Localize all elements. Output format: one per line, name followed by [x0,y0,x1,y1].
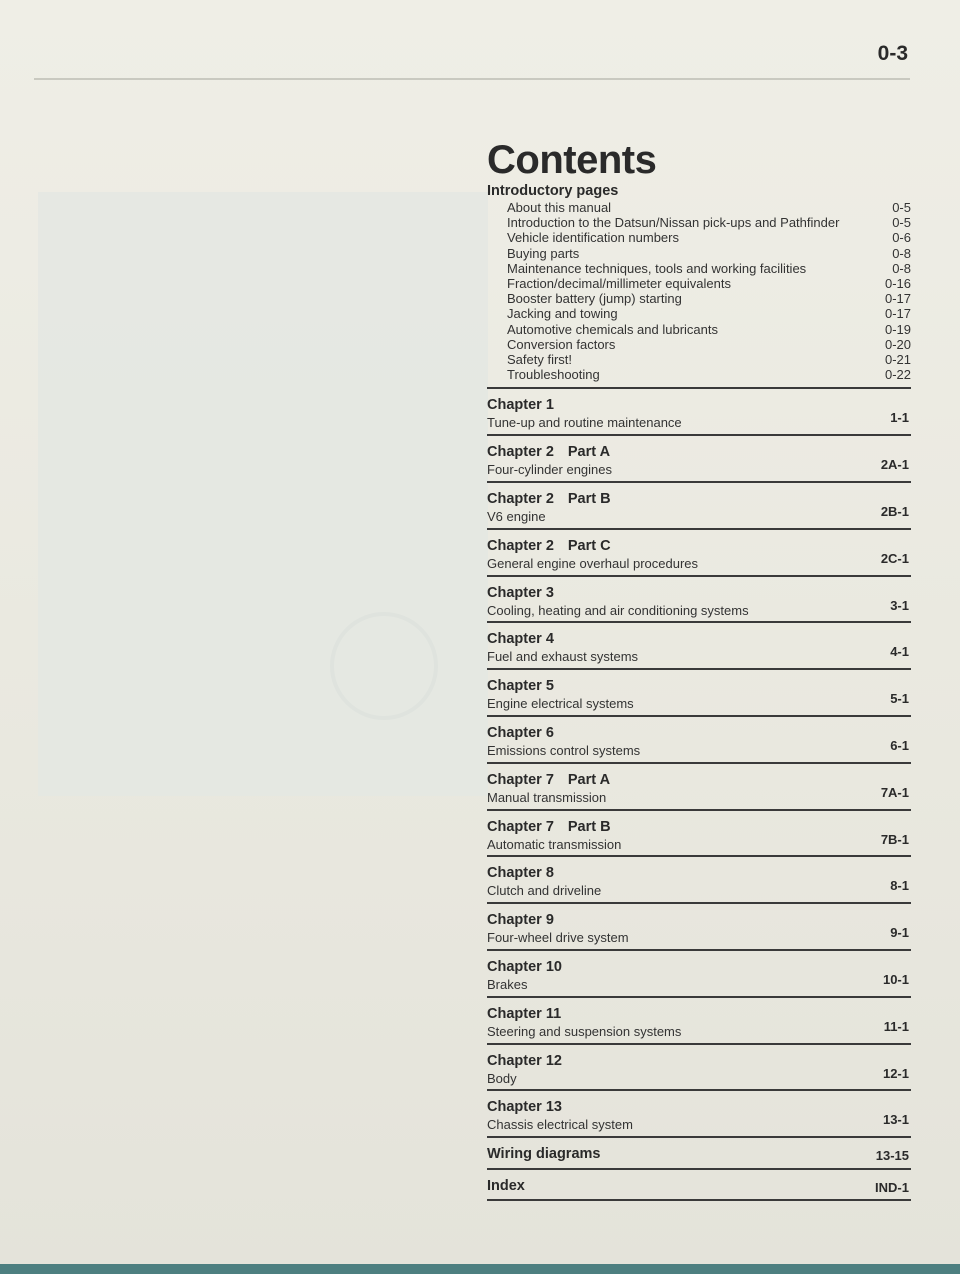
chapter-title: Steering and suspension systems [487,1023,682,1039]
intro-list [487,200,911,382]
chapter-title: Cooling, heating and air conditioning systems [487,602,749,618]
chapter-heading [487,397,554,413]
chapter-list [487,389,911,1138]
chapter-title: Tune-up and routine maintenance [487,415,682,431]
toc-entry-label: Automotive chemicals and lubricants [507,321,718,337]
chapter-title: Body [487,1070,517,1086]
chapter-part: Part B [567,491,611,508]
toc-entry-page: 0-5 [892,215,911,231]
chapter-page: 2A-1 [880,457,909,473]
chapter-title: General engine overhaul procedures [487,555,699,571]
toc-entry-label: Vehicle identification numbers [507,230,679,246]
intro-heading: Introductory pages [487,183,619,199]
toc-extra-entry [487,1170,911,1202]
chapter-heading [487,819,611,835]
chapter-entry [487,577,911,624]
chapter-page: 11-1 [883,1018,909,1034]
chapter-entry [487,483,911,530]
chapter-title: Engine electrical systems [487,696,634,712]
chapter-heading [487,538,611,554]
chapter-heading [487,725,554,741]
chapter-entry [487,857,911,904]
chapter-page: 5-1 [890,691,909,707]
chapter-number: Chapter 2 [487,491,554,508]
chapter-number: Chapter 3 [487,584,554,601]
chapter-number: Chapter 6 [487,725,554,742]
toc-entry-page: 0-17 [884,291,911,307]
toc-entry-page: 0-21 [884,352,911,368]
chapter-title: Manual transmission [487,789,607,805]
chapter-page: 4-1 [890,644,909,660]
toc-entry-page: 0-20 [884,336,911,352]
chapter-heading [487,491,611,507]
toc-extra-label: Wiring diagrams [487,1146,601,1163]
toc-entry [487,200,911,215]
chapter-number: Chapter 7 [487,771,554,788]
chapter-number: Chapter 12 [487,1052,562,1069]
chapter-number: Chapter 7 [487,818,554,835]
toc-entry-page: 0-17 [884,306,911,322]
chapter-page: 7A-1 [880,784,909,800]
chapter-number: Chapter 1 [487,397,554,414]
chapter-number: Chapter 9 [487,912,554,929]
chapter-entry [487,717,911,764]
chapter-entry [487,998,911,1045]
chapter-entry [487,811,911,858]
chapter-page: 1-1 [890,410,909,426]
extras-list [487,1138,911,1201]
chapter-entry [487,389,911,436]
chapter-title: Fuel and exhaust systems [487,649,639,665]
chapter-entry [487,1045,911,1092]
chapter-heading [487,912,554,928]
header-rule [34,78,910,80]
chapter-heading [487,959,562,975]
toc-extra-entry [487,1138,911,1170]
chapter-number: Chapter 8 [487,865,554,882]
toc-entry-page: 0-19 [884,321,911,337]
toc-entry [487,246,911,261]
toc-entry-page: 0-8 [892,260,911,276]
chapter-number: Chapter 5 [487,678,554,695]
chapter-page: 2C-1 [880,550,909,566]
toc-entry [487,337,911,352]
chapter-heading [487,772,610,788]
chapter-entry [487,623,911,670]
chapter-heading [487,865,554,881]
toc-entry-label: Introduction to the Datsun/Nissan pick-ups and Pathfinder [507,215,840,231]
chapter-entry [487,1091,911,1138]
chapter-heading [487,585,554,601]
chapter-part: Part B [567,818,611,835]
toc-entry-label: Maintenance techniques, tools and working facilities [507,260,807,276]
chapter-entry [487,904,911,951]
toc-entry-page: 0-8 [892,245,911,261]
chapter-title: Emissions control systems [487,743,641,759]
chapter-number: Chapter 4 [487,631,554,648]
chapter-page: 12-1 [882,1065,909,1081]
chapter-page: 13-1 [882,1112,909,1128]
chapter-page: 9-1 [890,925,909,941]
chapter-part: Part C [567,537,611,554]
chapter-heading [487,1099,562,1115]
toc-entry-label: Conversion factors [507,336,616,352]
chapter-part: Part A [567,771,611,788]
chapter-entry [487,436,911,483]
toc-entry [487,322,911,337]
chapter-heading [487,1053,562,1069]
toc-entry [487,261,911,276]
chapter-entry [487,951,911,998]
toc-entry-label: Buying parts [507,245,580,261]
chapter-number: Chapter 10 [487,959,562,975]
chapter-heading [487,678,554,694]
page-number: 0-3 [877,42,908,65]
chapter-entry [487,764,911,811]
toc-entry-label: About this manual [507,200,612,215]
chapter-entry [487,530,911,577]
contents-title: Contents [487,138,657,182]
toc-entry [487,306,911,321]
chapter-heading [487,1006,561,1022]
contents-section [487,140,911,1201]
toc-entry [487,230,911,245]
chapter-page: 6-1 [890,738,909,754]
chapter-number: Chapter 2 [487,537,554,554]
chapter-title: Clutch and driveline [487,883,602,899]
chapter-heading [487,631,554,647]
chapter-page: 2B-1 [880,504,909,520]
chapter-title: Brakes [487,977,528,992]
chapter-title: Chassis electrical system [487,1117,633,1133]
bleed-through-shape [330,612,438,720]
toc-extra-page: 13-15 [875,1148,909,1164]
toc-extra-page: IND-1 [875,1179,909,1195]
chapter-heading [487,444,610,460]
chapter-entry [487,670,911,717]
chapter-title: Automatic transmission [487,836,622,852]
toc-entry-page: 0-22 [884,367,911,383]
page-edge [0,1264,960,1274]
chapter-page: 3-1 [890,597,909,613]
chapter-page: 10-1 [882,972,909,987]
toc-entry-label: Troubleshooting [507,367,600,383]
chapter-page: 7B-1 [880,831,909,847]
toc-entry-label: Safety first! [507,352,573,368]
chapter-number: Chapter 13 [487,1099,562,1116]
toc-entry [487,276,911,291]
chapter-title: Four-cylinder engines [487,462,613,478]
chapter-title: V6 engine [487,509,546,525]
chapter-part: Part A [567,444,611,461]
chapter-page: 8-1 [890,878,909,894]
chapter-title: Four-wheel drive system [487,930,629,946]
chapter-number: Chapter 11 [487,1005,562,1022]
toc-entry-page: 0-6 [892,230,911,246]
toc-entry-label: Fraction/decimal/millimeter equivalents [507,276,731,292]
toc-entry-page: 0-16 [884,276,911,292]
toc-extra-label: Index [487,1177,525,1194]
toc-entry-label: Jacking and towing [507,306,618,322]
toc-entry-label: Booster battery (jump) starting [507,291,682,307]
chapter-number: Chapter 2 [487,444,554,461]
toc-entry [487,291,911,306]
toc-entry [487,367,911,382]
toc-entry [487,352,911,367]
toc-entry [487,215,911,230]
toc-entry-page: 0-5 [892,200,911,215]
